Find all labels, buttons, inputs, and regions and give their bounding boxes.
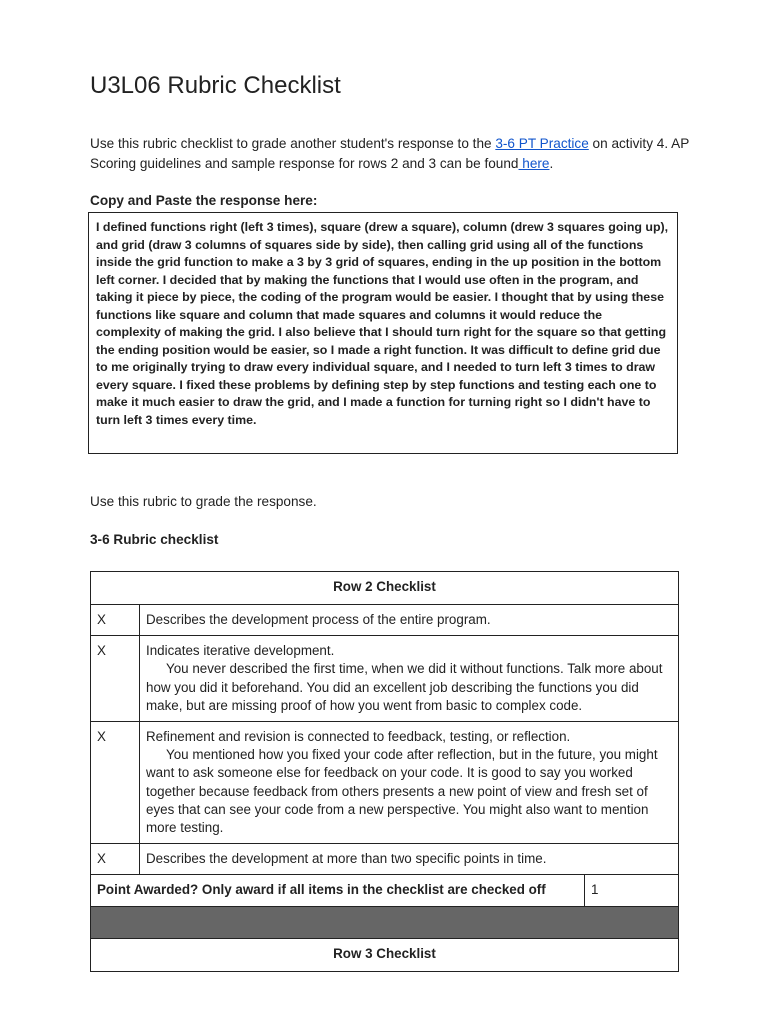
- checklist-item-text: [140, 605, 679, 636]
- intro-text-middle: on activity 4. AP Scoring guidelines and sample response for rows 2 and 3 can be found: [90, 136, 690, 171]
- checklist-row: [91, 722, 679, 844]
- checklist-row: [91, 605, 679, 636]
- checklist-row: [91, 636, 679, 722]
- criterion-text: Refinement and revision is connected to feedback, testing, or reflection.: [146, 729, 571, 745]
- gray-separator: [91, 906, 679, 938]
- separator-row: [91, 906, 679, 938]
- checklist-item-text: [140, 844, 679, 875]
- checklist-row: [91, 844, 679, 875]
- pt-practice-link[interactable]: 3-6 PT Practice: [495, 136, 589, 151]
- check-mark[interactable]: X: [91, 722, 140, 844]
- here-link[interactable]: here: [518, 155, 550, 171]
- checklist-item-text: [140, 636, 679, 722]
- point-awarded-value[interactable]: 1: [585, 875, 679, 906]
- response-box[interactable]: I defined functions right (left 3 times), square (drew a square), column (drew 3 squares going up), and grid (draw 3 columns of squares side by side), then calling grid using all of the functions inside the grid function to make a 3 by 3 grid of squares, ending in the up position in the bottom left corner. I decided that by making the functions that I would use often in the program, and taking it piece by piece, the coding of the program would be easier. I thought that by using these functions like square and column that made squares and columns it would reduce the complexity of making the grid. I also believe that I should turn right for the square so that getting the ending position would be easier, so I made a right function. It was difficult to define grid due to me originally trying to draw every individual square, and I needed to turn left 3 times to draw every square. I fixed these problems by defining step by step functions and testing each one to make it much easier to draw the grid, and I made a function for turning right so I didn't have to turn left 3 times every time.: [88, 212, 678, 454]
- page-title: U3L06 Rubric Checklist: [90, 72, 341, 99]
- reviewer-comment: You never described the first time, when we did it without functions. Talk more about how you did it beforehand. You did an excellent job describing the functions you did make, but are missing proof of how you went from basic to complex code.: [146, 661, 663, 713]
- criterion-text: Describes the development process of the entire program.: [146, 612, 491, 627]
- intro-text-end: .: [549, 155, 554, 171]
- intro-paragraph: [90, 134, 710, 173]
- checklist-item-text: [140, 722, 679, 844]
- reviewer-comment: You mentioned how you fixed your code after reflection, but in the future, you might want to ask someone else for feedback on your code. It is good to say you worked together because feedback from others presents a new point of view and fresh set of eyes that can see your code from a new perspective. You might also want to mention more testing.: [146, 747, 658, 836]
- check-mark[interactable]: X: [91, 636, 140, 722]
- rubric-table: [90, 571, 679, 972]
- row3-heading: Row 3 Checklist: [91, 938, 679, 971]
- award-row: [91, 875, 679, 906]
- criterion-text: Indicates iterative development.: [146, 643, 335, 659]
- row2-heading-row: [91, 572, 679, 605]
- check-mark[interactable]: X: [91, 605, 140, 636]
- row3-heading-row: [91, 938, 679, 971]
- copy-paste-label: Copy and Paste the response here:: [90, 193, 318, 208]
- row2-heading: Row 2 Checklist: [91, 572, 679, 605]
- intro-text-start: Use this rubric checklist to grade another student's response to the: [90, 136, 496, 151]
- rubric-heading: 3-6 Rubric checklist: [90, 532, 219, 547]
- criterion-text: Describes the development at more than two specific points in time.: [146, 851, 547, 867]
- use-rubric-text: Use this rubric to grade the response.: [90, 494, 317, 509]
- point-awarded-label: Point Awarded? Only award if all items in the checklist are checked off: [91, 875, 585, 906]
- check-mark[interactable]: X: [91, 844, 140, 875]
